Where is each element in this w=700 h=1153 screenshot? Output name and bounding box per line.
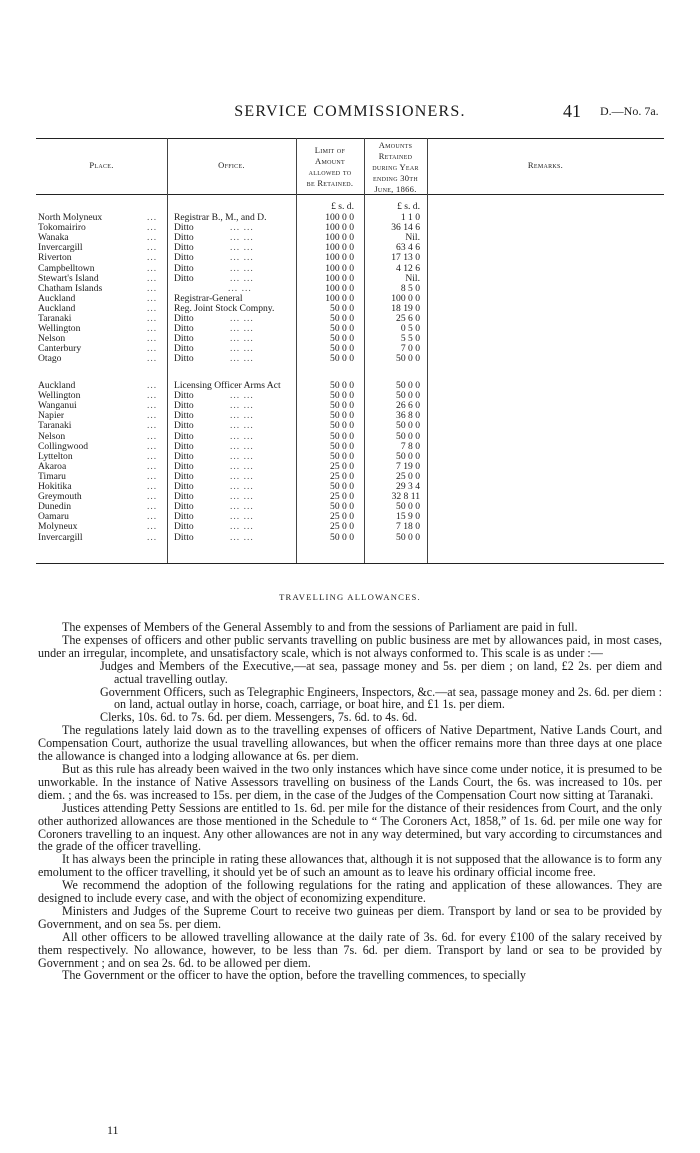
paragraph: Judges and Members of the Executive,—at sea, passage money and 5s. per diem ; on land, £2 2s. per diem and actual travelling outlay. [100, 658, 662, 686]
leader-dots: ... [147, 390, 158, 402]
limit-cell: 50 0 0 [330, 323, 354, 335]
leader-dots: ... ... [230, 440, 254, 452]
leader-dots: ... ... [230, 333, 254, 345]
amount-cell: 29 3 4 [396, 481, 420, 492]
paragraph: The expenses of officers and other public servants travelling on public business are met by allowances paid, in most cases, under an irregular, incomplete, and unsatisfactory scale, which is not always conformed to. This scale is as under :— [38, 632, 662, 660]
amount-cell: 7 8 0 [400, 440, 420, 452]
limit-cell: 50 0 0 [330, 313, 354, 324]
office-cell: Ditto [174, 511, 194, 523]
column-divider [427, 138, 428, 563]
place-cell: Nelson [38, 333, 66, 345]
amount-cell: 15 9 0 [396, 511, 420, 523]
place-cell: Auckland [38, 292, 76, 304]
leader-dots: ... [147, 481, 158, 492]
currency-units-limit: £ s. d. [331, 201, 354, 212]
leader-dots: ... ... [228, 282, 252, 294]
limit-cell: 25 0 0 [330, 460, 354, 472]
header-amounts [364, 140, 427, 195]
header-amounts-line: Amounts [378, 140, 413, 150]
header-limit-line: allowed to [308, 167, 352, 177]
office-cell: Ditto [174, 252, 194, 264]
amount-cell: 63 4 6 [396, 242, 420, 254]
header-place: Place. [89, 160, 114, 170]
amount-cell: 18 19 0 [391, 302, 420, 314]
amount-cell: 8 5 0 [400, 282, 420, 294]
header-office: Office. [218, 160, 245, 170]
leader-dots: ... [147, 501, 158, 513]
amount-cell: 26 6 0 [396, 400, 420, 412]
amount-cell: 36 8 0 [396, 410, 420, 422]
limit-cell: 100 0 0 [325, 222, 354, 234]
limit-cell: 50 0 0 [330, 430, 354, 442]
office-cell: Ditto [174, 420, 194, 432]
office-cell: Ditto [174, 521, 194, 533]
place-cell: Dunedin [38, 501, 72, 513]
paragraph: Justices attending Petty Sessions are entitled to 1s. 6d. per mile for the distance of their residences from Court, and the only other authorized allowances are those mentioned in the Schedule to “ The Coroners Act, 1858,” of 1s. 6d. per mile one way for Coroners travelling to an inquest. Any other allowances are not in any way determined, but vary according to circumstances and the grade of the officer travelling. [38, 800, 662, 854]
leader-dots: ... ... [230, 313, 254, 324]
leader-dots: ... ... [230, 420, 254, 432]
limit-cell: 50 0 0 [330, 481, 354, 492]
leader-dots: ... [147, 420, 158, 432]
header-limit-line: be Retained. [306, 178, 354, 188]
leader-dots: ... ... [230, 470, 254, 482]
amount-cell: 0 5 0 [400, 323, 420, 335]
office-cell: Ditto [174, 333, 194, 345]
leader-dots: ... ... [230, 521, 254, 533]
leader-dots: ... ... [230, 501, 254, 513]
leader-dots: ... [147, 353, 158, 365]
leader-dots: ... [147, 262, 158, 274]
leader-dots: ... [147, 430, 158, 442]
leader-dots: ... [147, 232, 158, 244]
place-cell: North Molyneux [38, 212, 103, 223]
place-cell: Taranaki [38, 313, 72, 324]
amount-cell: 50 0 0 [396, 430, 420, 442]
place-cell: Canterbury [38, 343, 82, 355]
office-cell: Ditto [174, 400, 194, 412]
running-header-title: SERVICE COMMISSIONERS. [234, 103, 466, 120]
table-top-rule [36, 138, 664, 139]
limit-cell: 50 0 0 [330, 420, 354, 432]
section-title: TRAVELLING ALLOWANCES. [279, 592, 421, 602]
office-cell: Ditto [174, 440, 194, 452]
limit-cell: 50 0 0 [330, 333, 354, 345]
limit-cell: 100 0 0 [325, 242, 354, 254]
header-limit-line: Amount [315, 156, 345, 166]
paragraph: The expenses of Members of the General Assembly to and from the sessions of Parliament are paid in full. [62, 620, 578, 634]
place-cell: Taranaki [38, 420, 72, 432]
office-cell: Ditto [174, 313, 194, 324]
leader-dots: ... ... [230, 343, 254, 355]
leader-dots: ... [147, 380, 158, 391]
limit-cell: 50 0 0 [330, 390, 354, 402]
leader-dots: ... ... [230, 481, 254, 492]
leader-dots: ... ... [230, 222, 254, 234]
leader-dots: ... [147, 531, 158, 543]
limit-cell: 50 0 0 [330, 501, 354, 513]
amount-cell: Nil. [405, 232, 420, 244]
limit-cell: 100 0 0 [325, 272, 354, 284]
currency-units-amounts: £ s. d. [397, 201, 420, 212]
amount-cell: 7 19 0 [396, 460, 420, 472]
leader-dots: ... [147, 212, 158, 223]
limit-cell: 25 0 0 [330, 470, 354, 482]
office-cell: Ditto [174, 242, 194, 254]
limit-cell: 25 0 0 [330, 511, 354, 523]
leader-dots: ... ... [230, 430, 254, 442]
place-cell: Nelson [38, 430, 66, 442]
amount-cell: 50 0 0 [396, 353, 420, 365]
leader-dots: ... [147, 222, 158, 234]
amount-cell: 4 12 6 [396, 262, 420, 274]
leader-dots: ... [147, 440, 158, 452]
office-cell: Ditto [174, 323, 194, 335]
paragraph: Ministers and Judges of the Supreme Court to receive two guineas per diem. Transport by land or sea to be provided by Government, and on sea 5s. per diem. [38, 903, 662, 931]
limit-cell: 100 0 0 [325, 292, 354, 304]
office-cell: Registrar-General [174, 292, 243, 304]
header-amounts-line: June, 1866. [374, 184, 417, 194]
leader-dots: ... ... [230, 400, 254, 412]
limit-cell: 50 0 0 [330, 400, 354, 412]
limit-cell: 100 0 0 [325, 262, 354, 274]
leader-dots: ... ... [230, 252, 254, 264]
leader-dots: ... ... [230, 450, 254, 462]
office-cell: Ditto [174, 390, 194, 402]
place-cell: Hokitika [38, 481, 72, 492]
paragraph: Clerks, 10s. 6d. to 7s. 6d. per diem. Messengers, 7s. 6d. to 4s. 6d. [100, 710, 418, 725]
place-cell: Otago [38, 353, 62, 365]
header-remarks: Remarks. [527, 160, 564, 170]
place-cell: Lyttelton [38, 450, 73, 462]
office-cell: Ditto [174, 481, 194, 492]
office-cell: Ditto [174, 491, 194, 503]
limit-cell: 50 0 0 [330, 410, 354, 422]
office-cell: Ditto [174, 470, 194, 482]
office-cell: Registrar B., M., and D. [174, 212, 267, 223]
limit-cell: 100 0 0 [325, 212, 354, 223]
header-limit-line: Limit of [314, 145, 346, 155]
leader-dots: ... ... [230, 232, 254, 244]
leader-dots: ... ... [230, 491, 254, 503]
leader-dots: ... [147, 333, 158, 345]
place-cell: Chatham Islands [38, 282, 103, 294]
place-cell: Riverton [38, 252, 72, 264]
amount-cell: 50 0 0 [396, 501, 420, 513]
place-cell: Wellington [38, 323, 81, 335]
office-cell: Ditto [174, 460, 194, 472]
amount-cell: 7 18 0 [396, 521, 420, 533]
amount-cell: 7 0 0 [400, 343, 420, 355]
amount-cell: 50 0 0 [396, 380, 420, 391]
amount-cell: 50 0 0 [396, 420, 420, 432]
header-limit [296, 145, 364, 189]
place-cell: Greymouth [38, 491, 82, 503]
place-cell: Invercargill [38, 531, 83, 543]
limit-cell: 50 0 0 [330, 353, 354, 365]
office-cell: Ditto [174, 232, 194, 244]
amount-cell: Nil. [405, 272, 420, 284]
office-cell: Ditto [174, 430, 194, 442]
limit-cell: 50 0 0 [330, 531, 354, 543]
leader-dots: ... ... [230, 272, 254, 284]
leader-dots: ... ... [230, 390, 254, 402]
office-cell: Ditto [174, 531, 194, 543]
place-cell: Wellington [38, 390, 81, 402]
amount-cell: 25 0 0 [396, 470, 420, 482]
amount-cell: 50 0 0 [396, 531, 420, 543]
office-cell: Ditto [174, 410, 194, 422]
leader-dots: ... ... [230, 460, 254, 472]
amount-cell: 25 6 0 [396, 313, 420, 324]
leader-dots: ... [147, 450, 158, 462]
limit-cell: 50 0 0 [330, 440, 354, 452]
leader-dots: ... ... [230, 511, 254, 523]
place-cell: Auckland [38, 302, 76, 314]
leader-dots: ... ... [230, 353, 254, 365]
leader-dots: ... [147, 272, 158, 284]
place-cell: Wanganui [38, 400, 77, 412]
leader-dots: ... [147, 400, 158, 412]
leader-dots: ... [147, 470, 158, 482]
leader-dots: ... [147, 323, 158, 335]
leader-dots: ... [147, 292, 158, 304]
limit-cell: 50 0 0 [330, 450, 354, 462]
header-amounts-line: during Year [372, 162, 419, 172]
office-cell: Ditto [174, 222, 194, 234]
leader-dots: ... [147, 343, 158, 355]
place-cell: Campbelltown [38, 262, 95, 274]
leader-dots: ... [147, 313, 158, 324]
leader-dots: ... [147, 491, 158, 503]
limit-cell: 25 0 0 [330, 491, 354, 503]
leader-dots: ... ... [230, 531, 254, 543]
limit-cell: 100 0 0 [325, 282, 354, 294]
leader-dots: ... [147, 242, 158, 254]
leader-dots: ... [147, 460, 158, 472]
leader-dots: ... [147, 410, 158, 422]
place-cell: Oamaru [38, 511, 69, 523]
paragraph: Government Officers, such as Telegraphic Engineers, Inspectors, &c.—at sea, passage money and 2s. 6d. per diem : on land, actual outlay in horse, coach, carriage, or boat hire, and £1 1s. per diem. [100, 684, 662, 712]
leader-dots: ... [147, 282, 158, 294]
leader-dots: ... [147, 302, 158, 314]
place-cell: Molyneux [38, 521, 78, 533]
paragraph: All other officers to be allowed travelling allowance at the daily rate of 3s. 6d. for every £100 of the salary received by them respectively. No allowance, however, to be less than 7s. 6d. per diem. Transport by land or sea to be provided by Government ; and on sea 2s. 6d. to be allowed per diem. [38, 929, 662, 970]
place-cell: Collingwood [38, 440, 89, 452]
amount-cell: 32 8 11 [391, 491, 420, 503]
leader-dots: ... ... [230, 242, 254, 254]
leader-dots: ... ... [230, 410, 254, 422]
place-cell: Akaroa [38, 460, 67, 472]
leader-dots: ... ... [230, 323, 254, 335]
amount-cell: 50 0 0 [396, 390, 420, 402]
office-cell: Licensing Officer Arms Act [174, 380, 281, 391]
header-amounts-line: Retained [378, 151, 413, 161]
limit-cell: 50 0 0 [330, 343, 354, 355]
office-cell: Ditto [174, 272, 194, 284]
place-cell: Auckland [38, 380, 76, 391]
body-text [38, 621, 662, 982]
place-cell: Timaru [38, 470, 66, 482]
amount-cell: 36 14 6 [391, 222, 420, 234]
amount-cell: 100 0 0 [391, 292, 420, 304]
table-bottom-rule [36, 563, 664, 564]
place-cell: Invercargill [38, 242, 83, 254]
place-cell: Tokomairiro [38, 222, 86, 234]
header-amounts-line: ending 30th [373, 173, 418, 183]
column-divider [167, 138, 168, 563]
limit-cell: 100 0 0 [325, 232, 354, 244]
office-cell: Ditto [174, 353, 194, 365]
leader-dots: ... [147, 511, 158, 523]
office-cell: Ditto [174, 450, 194, 462]
page-number: 41 [563, 101, 581, 121]
paragraph: We recommend the adoption of the following regulations for the rating and application of these allowances. They are designed to include every case, and with the object of economizing expenditure. [38, 878, 662, 906]
signature-number: 11 [107, 1123, 119, 1137]
table-header-rule [36, 194, 664, 195]
place-cell: Wanaka [38, 232, 69, 244]
place-cell: Napier [38, 410, 65, 422]
amount-cell: 50 0 0 [396, 450, 420, 462]
paragraph: But as this rule has already been waived in the two only instances which have since come under notice, it is presumed to be unworkable. In the instance of Native Assessors travelling on business of the Lands Court, the 6s. was increased to 10s. per diem. ; and the 6s. was increased to 15s. per diem, in the case of the Judges of the Compensation Court now sitting at Taranaki. [38, 761, 662, 802]
office-cell: Ditto [174, 262, 194, 274]
office-cell: Ditto [174, 501, 194, 513]
leader-dots: ... [147, 521, 158, 533]
leader-dots: ... ... [230, 262, 254, 274]
amount-cell: 17 13 0 [391, 252, 420, 264]
limit-cell: 50 0 0 [330, 380, 354, 391]
paragraph: It has always been the principle in rating these allowances that, although it is not supposed that the allowance is to form any emolument to the officer travelling, it should yet be of such an amount as to leave his ordinary official income free. [38, 852, 662, 880]
leader-dots: ... [147, 252, 158, 264]
place-cell: Stewart's Island [38, 272, 99, 284]
office-cell: Ditto [174, 343, 194, 355]
document-reference: D.—No. 7a. [600, 104, 659, 118]
limit-cell: 25 0 0 [330, 521, 354, 533]
amount-cell: 1 1 0 [400, 212, 420, 223]
limit-cell: 50 0 0 [330, 302, 354, 314]
paragraph: The regulations lately laid down as to the travelling expenses of officers of Native Department, Native Lands Court, and Compensation Court, authorize the usual travelling allowances, but when the officer remains more than three days at one place the allowance is changed into a lodging allowance at 6s. per diem. [38, 723, 662, 764]
office-cell: Reg. Joint Stock Compny. [174, 302, 275, 314]
limit-cell: 100 0 0 [325, 252, 354, 264]
amount-cell: 5 5 0 [400, 333, 420, 345]
paragraph: The Government or the officer to have the option, before the travelling commences, to specially [62, 968, 526, 983]
